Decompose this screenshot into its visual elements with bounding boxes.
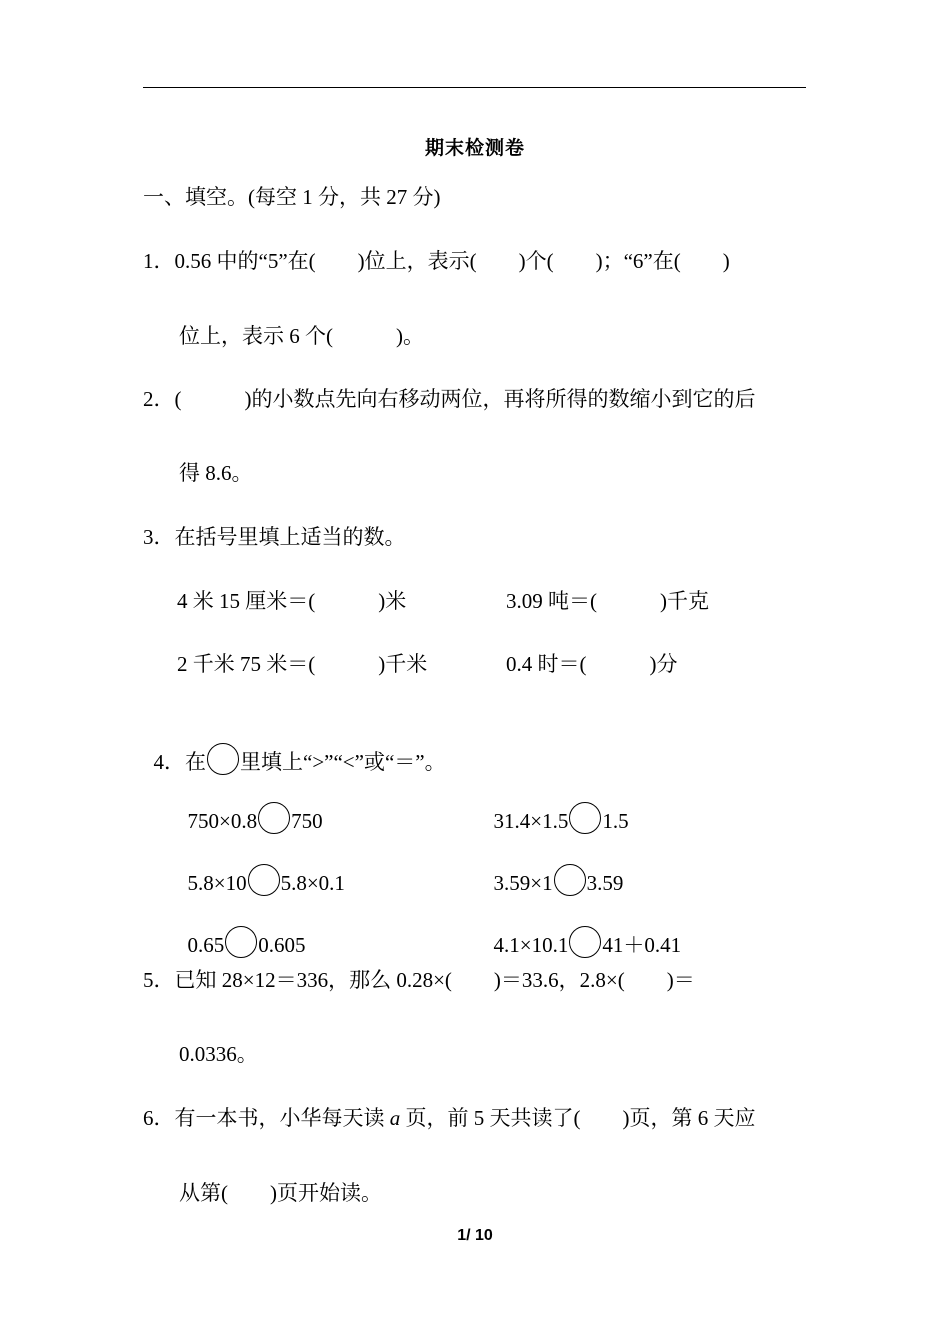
question-5-line-1: 5．已知 28×12＝336，那么 0.28×( )＝33.6，2.8×( )＝ <box>143 968 695 992</box>
comparison-left: 3.59×1 <box>493 871 553 895</box>
answer-circle-icon <box>569 926 601 958</box>
comparison-item <box>483 770 629 837</box>
question-1-line-1: 1．0.56 中的“5”在( )位上，表示( )个( )；“6”在( ) <box>143 249 730 273</box>
question-6-text-post: 页，前 5 天共读了( )页，第 6 天应 <box>400 1106 756 1130</box>
comparison-left: 31.4×1.5 <box>493 809 569 833</box>
question-6-text-pre: 6．有一本书，小华每天读 <box>143 1106 390 1130</box>
answer-circle-icon <box>258 802 290 834</box>
comparison-left: 750×0.8 <box>187 809 258 833</box>
comparison-right: 0.605 <box>258 933 306 957</box>
comparison-right: 5.8×0.1 <box>280 871 345 895</box>
comparison-left: 5.8×10 <box>187 871 247 895</box>
answer-circle-icon <box>248 864 280 896</box>
page-title: 期末检测卷 <box>424 138 525 159</box>
section-heading: 一、填空。(每空 1 分，共 27 分) <box>143 185 441 209</box>
comparison-right: 750 <box>291 809 323 833</box>
question-3-item: 3.09 吨＝( )千克 <box>506 589 709 613</box>
question-5-line-2: 0.0336。 <box>179 1042 258 1066</box>
comparison-right: 41＋0.41 <box>602 933 682 957</box>
comparison-item <box>177 894 306 961</box>
comparison-left: 0.65 <box>187 933 225 957</box>
comparison-item <box>483 832 623 899</box>
page-number: 1/ 10 <box>457 1227 493 1244</box>
question-3-item: 0.4 时＝( )分 <box>506 652 678 676</box>
answer-circle-icon <box>554 864 586 896</box>
question-6-line-1 <box>143 1108 756 1129</box>
question-1-line-2: 位上，表示 6 个( )。 <box>179 324 424 348</box>
header-rule <box>143 87 806 88</box>
variable-a: a <box>389 1106 401 1130</box>
comparison-item <box>177 832 345 899</box>
question-3-item: 2 千米 75 米＝( )千米 <box>177 652 428 676</box>
question-3-item: 4 米 15 厘米＝( )米 <box>177 589 407 613</box>
comparison-item <box>177 770 323 837</box>
question-6-line-2: 从第( )页开始读。 <box>179 1181 382 1205</box>
question-2-line-1: 2．( )的小数点先向右移动两位，再将所得的数缩小到它的后 <box>143 387 756 411</box>
question-4-prefix: 4．在 <box>153 750 206 774</box>
comparison-right: 1.5 <box>602 809 629 833</box>
comparison-right: 3.59 <box>586 871 624 895</box>
question-3-line-1: 3．在括号里填上适当的数。 <box>143 525 406 549</box>
question-2-line-2: 得 8.6。 <box>179 461 253 485</box>
answer-circle-icon <box>225 926 257 958</box>
answer-circle-icon <box>569 802 601 834</box>
comparison-item <box>483 894 681 961</box>
comparison-left: 4.1×10.1 <box>493 933 569 957</box>
question-4-suffix: 里填上“>”“<”或“＝”。 <box>240 750 446 774</box>
question-4-line-1 <box>143 711 446 778</box>
